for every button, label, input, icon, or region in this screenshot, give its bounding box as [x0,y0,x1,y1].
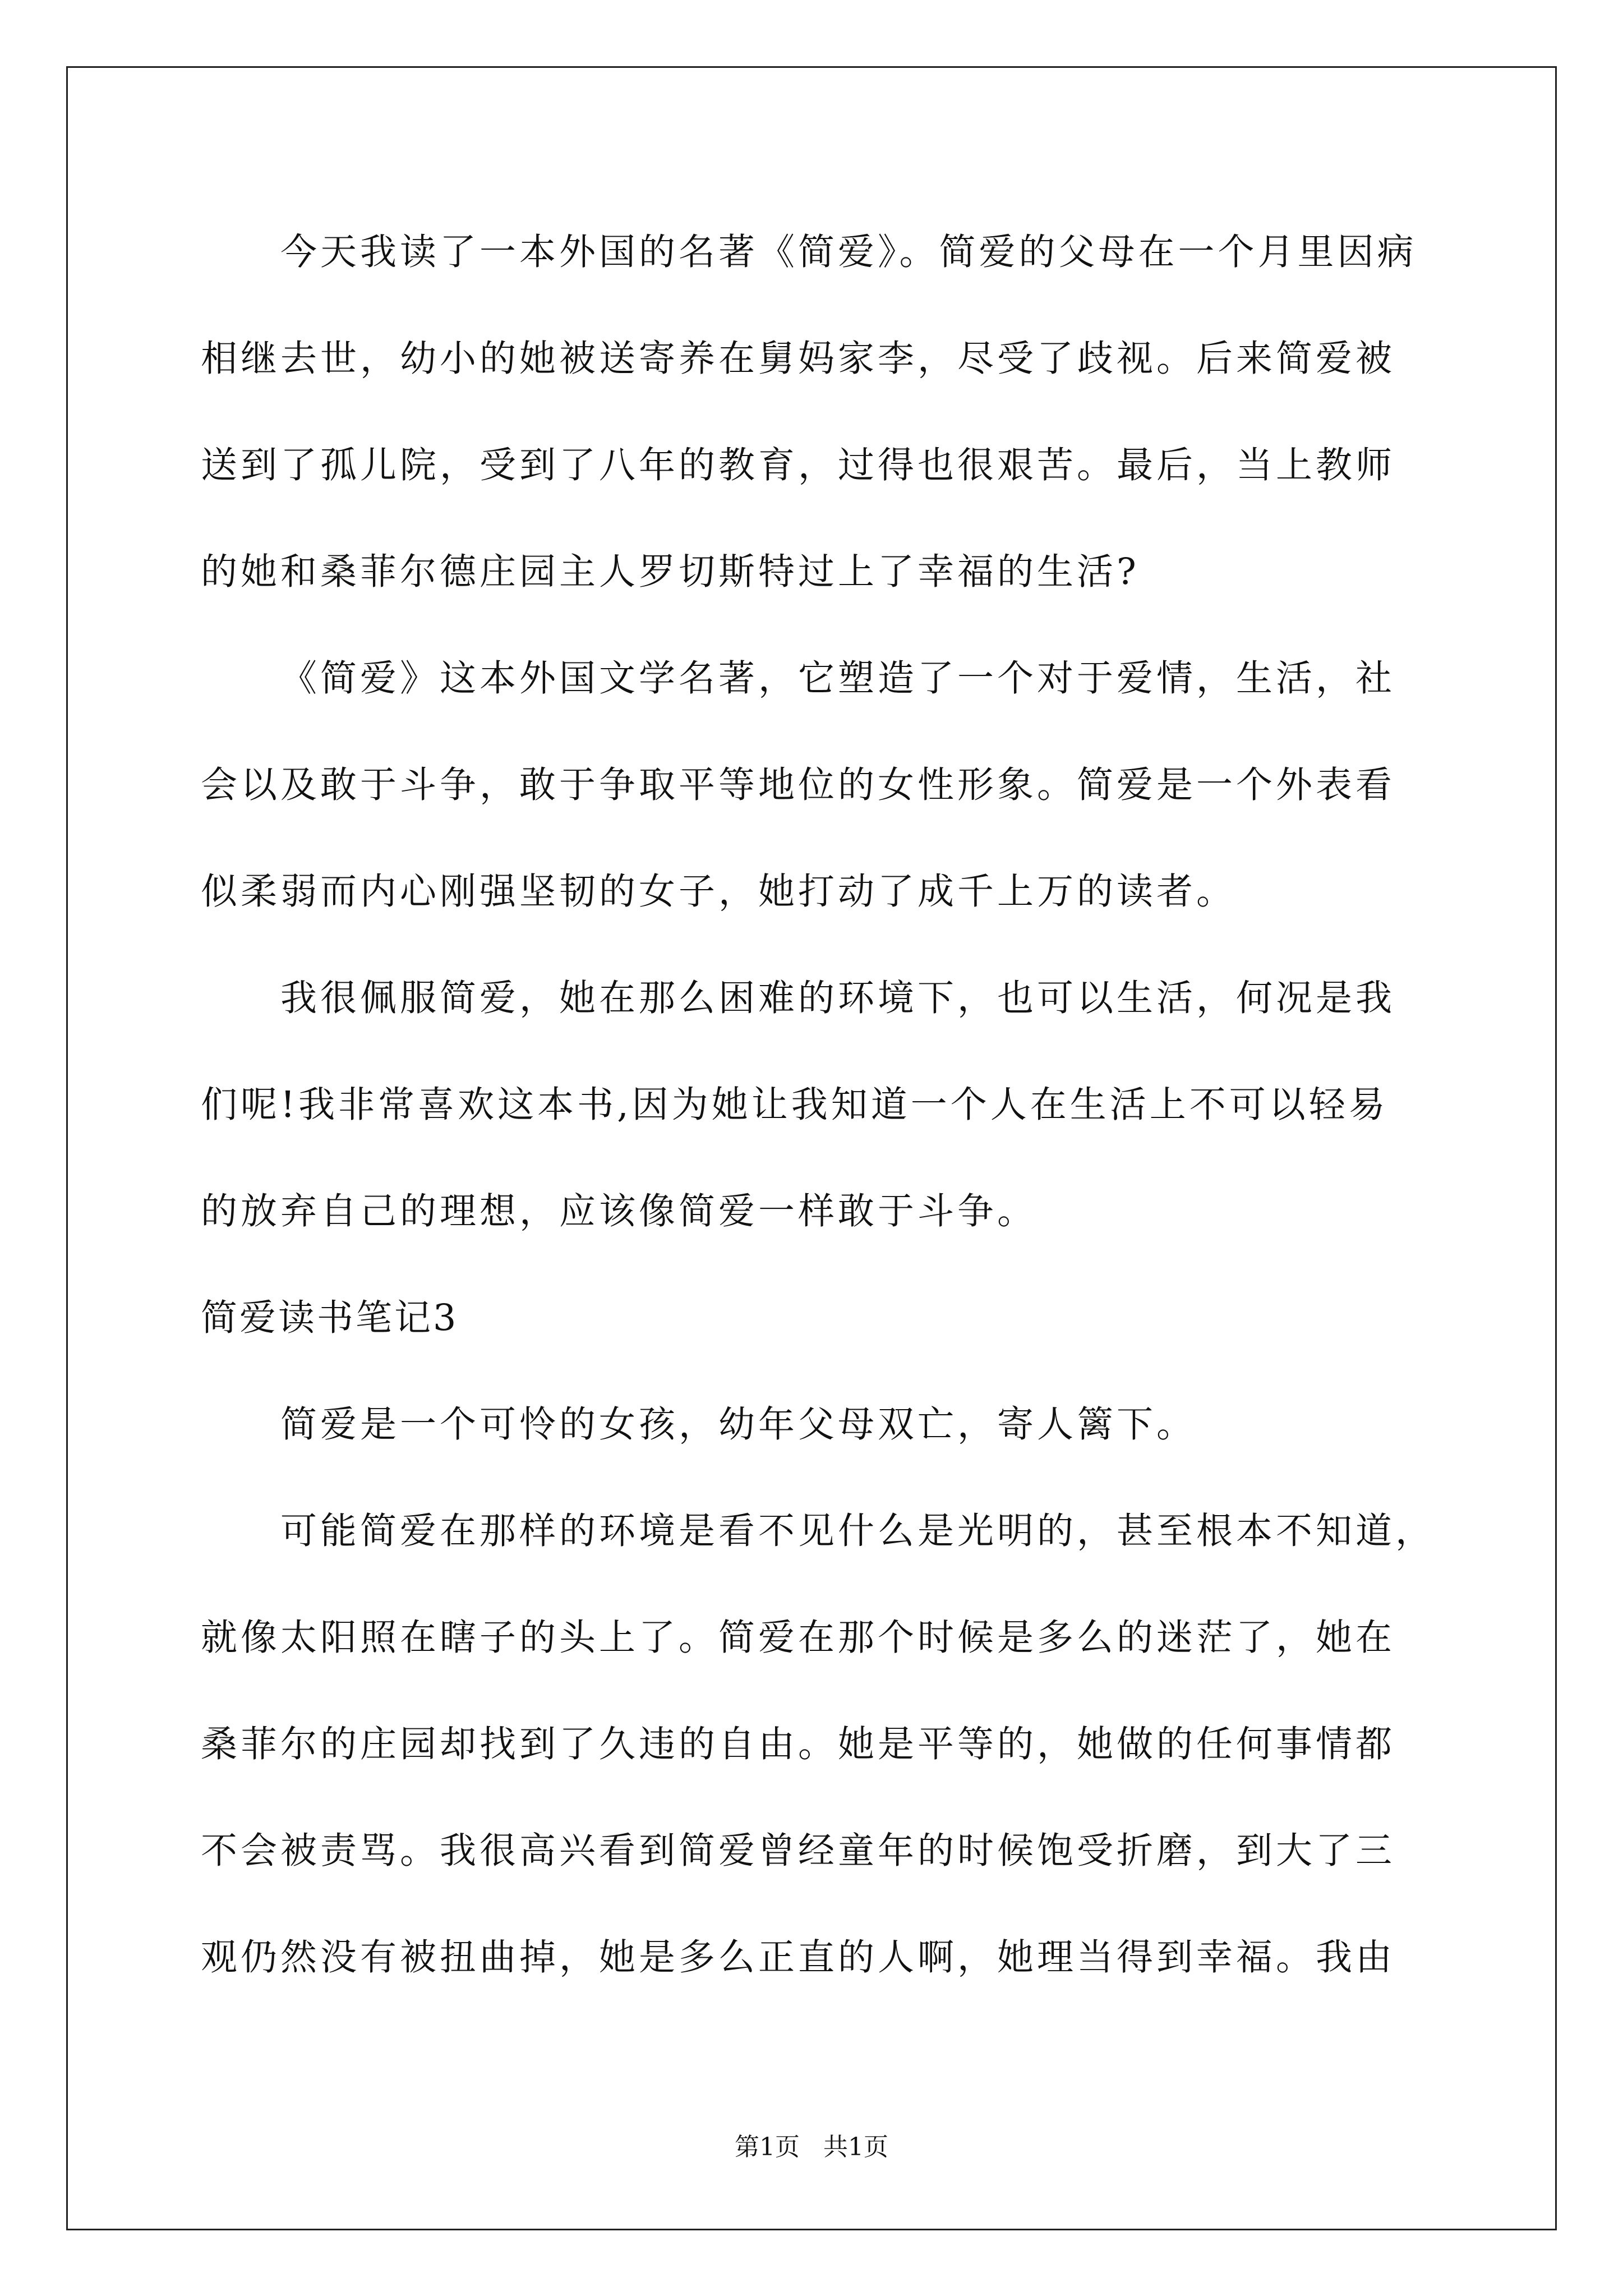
paragraph-2-line-3: 似柔弱而内心刚强坚韧的女子，她打动了成千上万的读者。 [201,871,1237,913]
paragraph-5-line-1: 可能简爱在那样的环境是看不见什么是光明的，甚至根本不知道， [280,1510,1436,1552]
paragraph-3-line-2: 们呢!我非常喜欢这本书,因为她让我知道一个人在生活上不可以轻易 [201,1084,1389,1126]
page-border [66,66,1557,2230]
paragraph-2-line-2: 会以及敢于斗争，敢于争取平等地位的女性形象。简爱是一个外表看 [201,764,1396,806]
paragraph-3-line-1: 我很佩服简爱，她在那么困难的环境下，也可以生活，何况是我 [280,977,1396,1019]
paragraph-3-line-3: 的放弃自己的理想，应该像简爱一样敢于斗争。 [201,1190,1038,1232]
section-heading: 简爱读书笔记3 [201,1297,459,1339]
paragraph-1-line-1: 今天我读了一本外国的名著《简爱》。简爱的父母在一个月里因病 [280,231,1417,273]
paragraph-1-line-2: 相继去世，幼小的她被送寄养在舅妈家李，尽受了歧视。后来简爱被 [201,338,1396,380]
paragraph-1-line-4: 的她和桑菲尔德庄园主人罗切斯特过上了幸福的生活? [201,551,1140,593]
paragraph-5-line-3: 桑菲尔的庄园却找到了久违的自由。她是平等的，她做的任何事情都 [201,1723,1396,1765]
page-footer: 第1页 共1页 [735,2133,888,2161]
paragraph-5-line-2: 就像太阳照在瞎子的头上了。简爱在那个时候是多么的迷茫了，她在 [201,1617,1396,1659]
paragraph-2-line-1: 《简爱》这本外国文学名著，它塑造了一个对于爱情，生活，社 [280,657,1396,700]
paragraph-5-line-5: 观仍然没有被扭曲掉，她是多么正直的人啊，她理当得到幸福。我由 [201,1936,1396,1978]
paragraph-5-line-4: 不会被责骂。我很高兴看到简爱曾经童年的时候饱受折磨，到大了三 [201,1830,1396,1872]
paragraph-4-line-1: 简爱是一个可怜的女孩，幼年父母双亡，寄人篱下。 [280,1404,1197,1446]
paragraph-1-line-3: 送到了孤儿院，受到了八年的教育，过得也很艰苦。最后，当上教师 [201,444,1396,486]
